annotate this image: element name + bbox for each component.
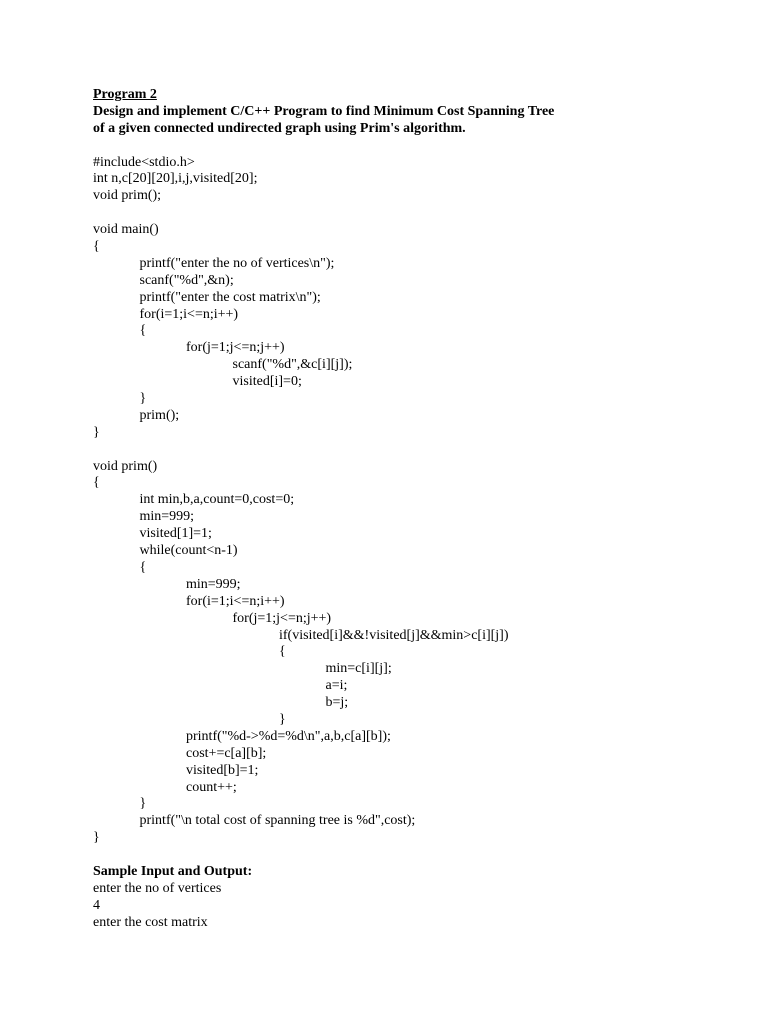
code-line: } xyxy=(139,391,147,407)
program-heading: Program 2 xyxy=(93,87,157,102)
sample-heading: Sample Input and Output: xyxy=(93,863,253,879)
code-line: scanf("%d",&c[i][j]); xyxy=(232,357,353,373)
sample-line: 4 xyxy=(93,897,100,913)
code-line: for(j=1;j<=n;j++) xyxy=(232,610,332,626)
code-line: } xyxy=(93,830,100,846)
code-line: for(i=1;i<=n;i++) xyxy=(139,306,239,322)
program-title-line-2: of a given connected undirected graph using Prim's algorithm. xyxy=(93,120,466,136)
code-line: void prim() xyxy=(93,458,158,474)
code-line: min=999; xyxy=(139,509,195,525)
code-line: visited[i]=0; xyxy=(232,374,302,390)
code-line: count++; xyxy=(186,779,237,795)
sample-line: enter the no of vertices xyxy=(93,880,222,896)
spacer xyxy=(93,138,693,155)
code-line: } xyxy=(93,424,100,440)
code-blank-line xyxy=(93,442,693,459)
code-line: void main() xyxy=(93,222,159,238)
code-line: visited[1]=1; xyxy=(139,526,212,542)
code-line: printf("\n total cost of spanning tree is %d",cost); xyxy=(139,813,416,829)
code-line: b=j; xyxy=(325,695,349,711)
code-line: printf("%d->%d=%d\n",a,b,c[a][b]); xyxy=(186,728,391,744)
code-line: visited[b]=1; xyxy=(186,762,259,778)
code-line: for(i=1;i<=n;i++) xyxy=(186,593,285,609)
code-line: int n,c[20][20],i,j,visited[20]; xyxy=(93,171,258,187)
code-line: min=c[i][j]; xyxy=(325,661,392,677)
code-line: scanf("%d",&n); xyxy=(139,272,234,288)
document-content xyxy=(93,87,693,932)
code-line: { xyxy=(93,475,100,491)
code-blank-line xyxy=(93,205,693,222)
code-line: { xyxy=(93,239,100,255)
code-line: while(count<n-1) xyxy=(139,543,238,559)
code-line: printf("enter the no of vertices\n"); xyxy=(139,255,335,271)
code-line: { xyxy=(139,559,147,575)
code-line: a=i; xyxy=(325,678,348,694)
code-line: } xyxy=(139,796,147,812)
program-title-line-1: Design and implement C/C++ Program to find Minimum Cost Spanning Tree xyxy=(93,103,555,119)
code-line: prim(); xyxy=(139,407,180,423)
code-line: void prim(); xyxy=(93,188,162,204)
code-line: #include<stdio.h> xyxy=(93,154,195,170)
code-line: { xyxy=(279,644,286,660)
code-line: cost+=c[a][b]; xyxy=(186,745,267,761)
code-line: printf("enter the cost matrix\n"); xyxy=(139,289,321,305)
code-line: } xyxy=(279,711,286,727)
code-block xyxy=(93,155,693,848)
code-line: min=999; xyxy=(186,576,241,592)
spacer xyxy=(93,847,693,864)
sample-line: enter the cost matrix xyxy=(93,914,208,930)
code-line: for(j=1;j<=n;j++) xyxy=(186,340,285,356)
code-line: if(visited[i]&&!visited[j]&&min>c[i][j]) xyxy=(279,627,509,643)
code-line: int min,b,a,count=0,cost=0; xyxy=(139,492,295,508)
code-line: { xyxy=(139,323,147,339)
